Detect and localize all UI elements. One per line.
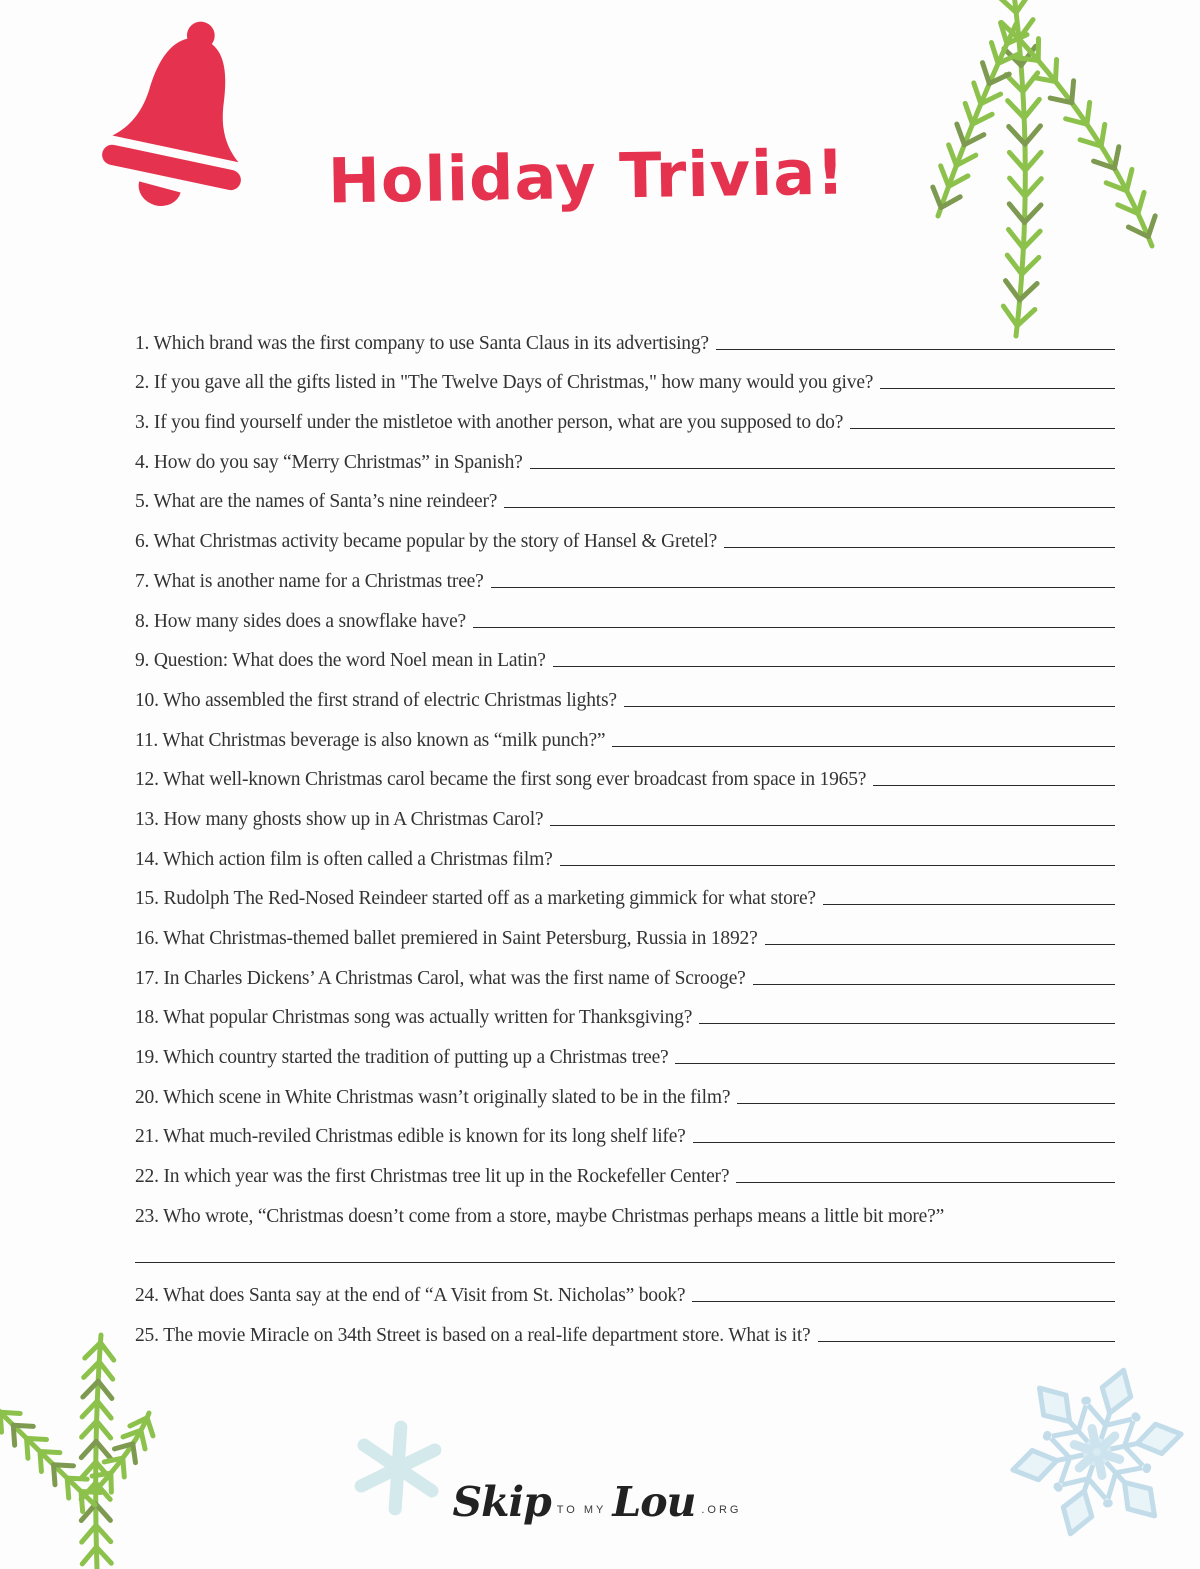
question-text: 9. Question: What does the word Noel mean in Latin?	[135, 650, 546, 672]
answer-blank	[880, 387, 1115, 389]
question-row	[135, 1031, 1115, 1071]
answer-blank	[765, 943, 1115, 945]
logo-skip-text: Skip	[452, 1478, 551, 1526]
question-text: 12. What well-known Christmas carol became the first song ever broadcast from space in 1965?	[135, 769, 867, 791]
question-row	[135, 714, 1115, 754]
question-text: 14. Which action film is often called a Christmas film?	[135, 848, 553, 870]
answer-blank	[530, 467, 1115, 469]
answer-blank	[873, 784, 1115, 786]
logo-to-my-text: TO MY	[556, 1504, 607, 1516]
question-text: 2. If you gave all the gifts listed in "The Twelve Days of Christmas," how many would you give?	[135, 372, 874, 394]
answer-blank	[550, 824, 1115, 826]
question-row	[135, 992, 1115, 1032]
answer-blank	[724, 546, 1115, 548]
question-text: 8. How many sides does a snowflake have?	[135, 610, 466, 632]
question-text: 19. Which country started the tradition of putting up a Christmas tree?	[135, 1047, 669, 1069]
answer-blank	[850, 427, 1115, 429]
question-text: 25. The movie Miracle on 34th Street is based on a real-life department store. What is it?	[135, 1324, 811, 1346]
answer-blank	[823, 903, 1115, 905]
question-text: 21. What much-reviled Christmas edible is known for its long shelf life?	[135, 1126, 686, 1148]
answer-blank	[693, 1141, 1115, 1143]
question-text: 4. How do you say “Merry Christmas” in Spanish?	[135, 451, 523, 473]
logo-org-text: .ORG	[701, 1504, 742, 1516]
question-text: 1. Which brand was the first company to use Santa Claus in its advertising?	[135, 332, 709, 354]
question-row	[135, 1111, 1115, 1151]
answer-blank	[675, 1062, 1115, 1064]
answer-blank	[818, 1340, 1116, 1342]
question-row	[135, 1190, 1115, 1230]
question-text: 20. Which scene in White Christmas wasn’t originally slated to be in the film?	[135, 1086, 731, 1108]
question-row	[135, 912, 1115, 952]
answer-blank	[737, 1102, 1115, 1104]
question-text: 11. What Christmas beverage is also known as “milk punch?”	[135, 729, 606, 751]
question-text: 23. Who wrote, “Christmas doesn’t come from a store, maybe Christmas perhaps means a little bit more?”	[135, 1205, 945, 1227]
question-text: 10. Who assembled the first strand of electric Christmas lights?	[135, 689, 617, 711]
question-row	[135, 873, 1115, 913]
question-row	[135, 833, 1115, 873]
question-row	[135, 476, 1115, 516]
questions-list	[135, 317, 1115, 1349]
bell-icon	[84, 4, 278, 234]
snowflake-icon	[1000, 1354, 1195, 1554]
pine-branch-icon	[0, 1323, 180, 1569]
answer-blank	[753, 983, 1115, 985]
pine-branch-icon	[928, 0, 1190, 344]
page-title: Holiday Trivia!	[327, 135, 846, 218]
question-row	[135, 555, 1115, 595]
question-row	[135, 1309, 1115, 1349]
question-text: 7. What is another name for a Christmas tree?	[135, 570, 484, 592]
question-text: 17. In Charles Dickens’ A Christmas Carol, what was the first name of Scrooge?	[135, 967, 746, 989]
answer-blank	[612, 745, 1115, 747]
question-text: 16. What Christmas-themed ballet premiered in Saint Petersburg, Russia in 1892?	[135, 928, 758, 949]
answer-blank	[699, 1022, 1115, 1024]
answer-blank	[736, 1181, 1115, 1183]
answer-blank	[553, 665, 1115, 667]
logo-lou-text: Lou	[612, 1478, 696, 1526]
question-text: 22. In which year was the first Christmas tree lit up in the Rockefeller Center?	[135, 1166, 730, 1188]
answer-blank	[491, 586, 1115, 588]
answer-blank	[135, 1261, 1115, 1263]
question-row	[135, 1150, 1115, 1190]
answer-blank	[473, 626, 1115, 628]
question-row	[135, 396, 1115, 436]
question-row	[135, 595, 1115, 635]
question-text: 3. If you find yourself under the mistletoe with another person, what are you supposed to do?	[135, 412, 844, 434]
question-text: 18. What popular Christmas song was actually written for Thanksgiving?	[135, 1007, 693, 1029]
answer-blank	[560, 864, 1115, 866]
question-row	[135, 515, 1115, 555]
question-row	[135, 635, 1115, 675]
question-row	[135, 952, 1115, 992]
answer-blank	[716, 348, 1115, 350]
question-text: 5. What are the names of Santa’s nine reindeer?	[135, 491, 498, 513]
question-row	[135, 1270, 1115, 1310]
answer-blank	[504, 506, 1115, 508]
question-row	[135, 1071, 1115, 1111]
question-row	[135, 754, 1115, 794]
question-row	[135, 793, 1115, 833]
question-row	[135, 436, 1115, 476]
question-text: 24. What does Santa say at the end of “A Visit from St. Nicholas” book?	[135, 1285, 686, 1307]
site-logo	[0, 1478, 1200, 1526]
question-row	[135, 317, 1115, 357]
question-text: 6. What Christmas activity became popular by the story of Hansel & Gretel?	[135, 531, 718, 553]
question-text: 15. Rudolph The Red-Nosed Reindeer started off as a marketing gimmick for what store?	[135, 888, 816, 910]
answer-blank	[624, 705, 1115, 707]
question-text: 13. How many ghosts show up in A Christmas Carol?	[135, 808, 544, 830]
question-row	[135, 357, 1115, 397]
question-row	[135, 1230, 1115, 1270]
answer-blank	[692, 1300, 1115, 1302]
question-row	[135, 674, 1115, 714]
